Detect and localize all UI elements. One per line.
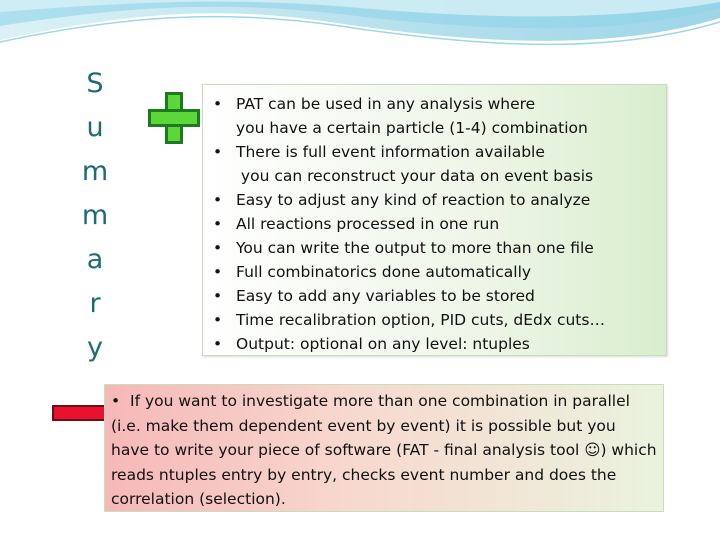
vertical-title-summary <box>80 62 110 370</box>
title-letter: r <box>89 288 101 319</box>
title-letter: y <box>87 332 103 363</box>
list-item-text: There is full event information available <box>236 143 545 161</box>
list-item <box>213 140 666 188</box>
list-item <box>213 188 666 212</box>
list-item <box>213 92 666 140</box>
bullet-icon: • <box>213 239 223 257</box>
plus-icon <box>148 92 200 144</box>
list-item-text: Output: optional on any level: ntuples <box>236 335 530 353</box>
disadvantage-text: If you want to investigate more than one combination in parallel (i.e. make them dependent event by event) it is possible but you have to write your piece of software (FAT - final analysis tool ☺) which reads ntuples entry by entry, checks event number and does the correlation (selection). <box>111 392 657 508</box>
list-item-text: Easy to add any variables to be stored <box>236 287 535 305</box>
advantages-box <box>202 84 667 356</box>
list-item-text: PAT can be used in any analysis where <box>236 95 536 113</box>
bullet-icon: • <box>213 335 223 353</box>
bullet-icon: • <box>213 287 223 305</box>
list-item <box>213 308 666 332</box>
list-item <box>213 212 666 236</box>
minus-icon <box>52 405 106 421</box>
bullet-icon: • <box>213 191 223 209</box>
list-item-text: All reactions processed in one run <box>236 215 500 233</box>
list-item-text: You can write the output to more than one file <box>236 239 594 257</box>
list-item <box>213 260 666 284</box>
title-letter: a <box>86 244 104 275</box>
bullet-icon: • <box>213 311 223 329</box>
list-item <box>213 332 666 356</box>
list-item-continuation: you can reconstruct your data on event basis <box>236 167 594 185</box>
list-item-text: Full combinatorics done automatically <box>236 263 532 281</box>
bullet-icon: • <box>213 215 223 233</box>
disadvantage-paragraph <box>111 389 657 512</box>
advantages-list <box>203 85 666 356</box>
list-item-continuation: you have a certain particle (1-4) combination <box>236 119 588 137</box>
bullet-icon: • <box>213 143 223 161</box>
bullet-icon: • <box>111 392 121 410</box>
list-item <box>213 236 666 260</box>
bullet-icon: • <box>213 95 223 113</box>
bullet-icon: • <box>213 263 223 281</box>
disadvantage-box <box>104 384 664 512</box>
title-letter: u <box>86 112 104 143</box>
title-letter: m <box>81 200 109 231</box>
list-item-text: Easy to adjust any kind of reaction to analyze <box>236 191 591 209</box>
title-letter: m <box>81 156 109 187</box>
list-item <box>213 284 666 308</box>
title-letter: S <box>86 68 104 99</box>
list-item-text: Time recalibration option, PID cuts, dEdx cuts… <box>236 311 605 329</box>
